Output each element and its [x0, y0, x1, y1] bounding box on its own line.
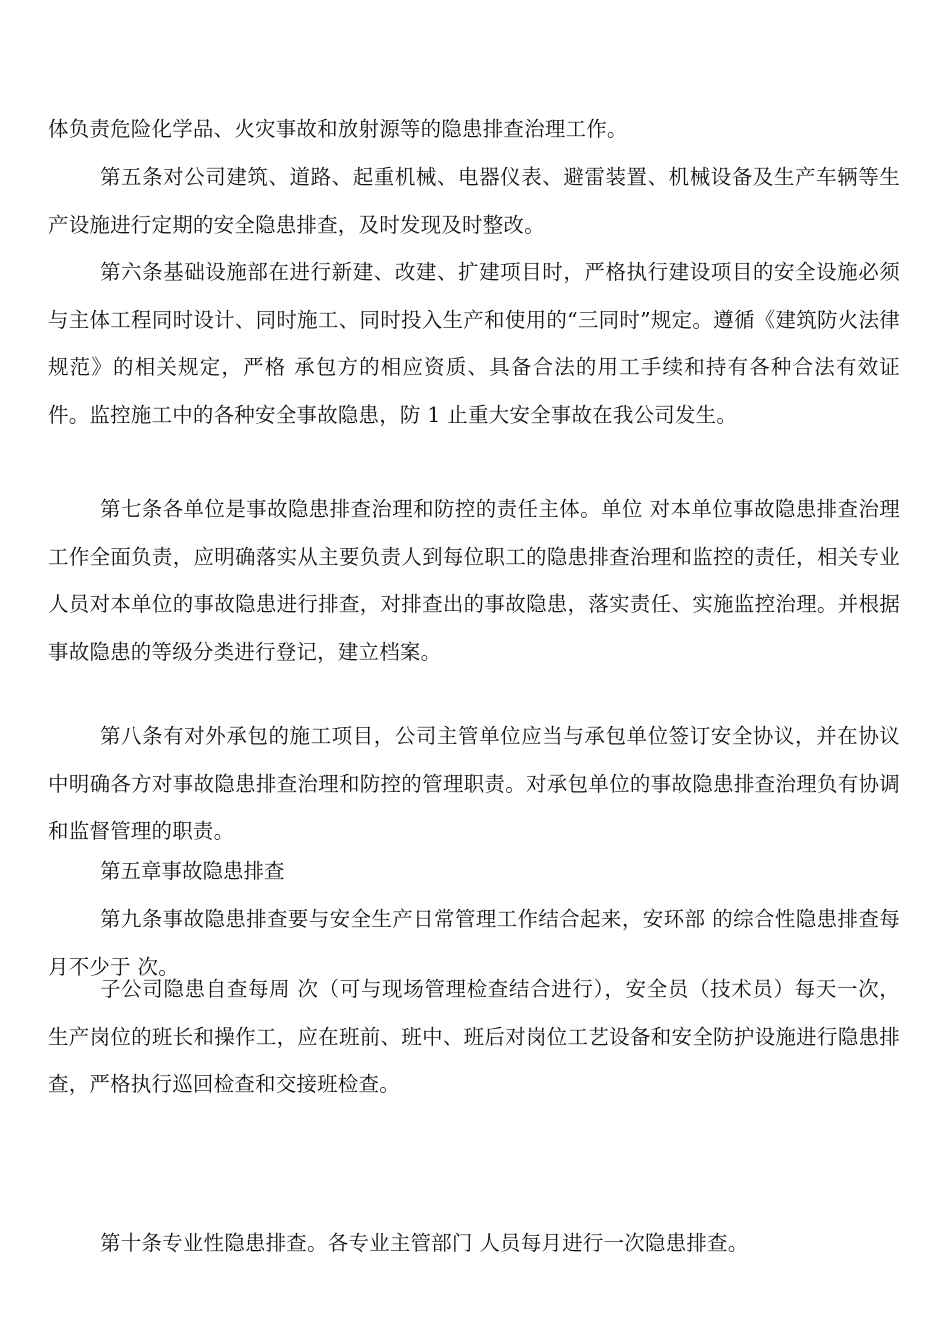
paragraph-article-8: 第八条有对外承包的施工项目，公司主管单位应当与承包单位签订安全协议，并在协议中明确各方对事故隐患排查治理和防控的管理职责。对承包单位的事故隐患排查治理负有协调和监督管理的职责。 [48, 724, 900, 843]
paragraph-subsidiary-check: 子公司隐患自查每周 次（可与现场管理检查结合进行），安全员（技术员）每天一次，生产岗位的班长和操作工，应在班前、班中、班后对岗位工艺设备和安全防护设施进行隐患排查，严格执行巡回检查和交接班检查。 [48, 977, 900, 1096]
paragraph-article-7: 第七条各单位是事故隐患排查治理和防控的责任主体。单位 对本单位事故隐患排查治理工作全面负责，应明确落实从主要负责人到每位职工的隐患排查治理和监控的责任，相关专业人员对本单位的事故隐患进行排查，对排查出的事故隐患，落实责任、实施监控治理。并根据事故隐患的等级分类进行登记，建立档案。 [48, 497, 900, 664]
paragraph-article-5: 第五条对公司建筑、道路、起重机械、电器仪表、避雷装置、机械设备及生产车辆等生产设施进行定期的安全隐患排查，及时发现及时整改。 [48, 165, 900, 237]
paragraph-article-10: 第十条专业性隐患排查。各专业主管部门 人员每月进行一次隐患排查。 [100, 1231, 749, 1255]
chapter-heading: 第五章事故隐患排查 [100, 859, 285, 883]
paragraph-1: 体负责危险化学品、火灾事故和放射源等的隐患排查治理工作。 [48, 117, 628, 141]
paragraph-article-9: 第九条事故隐患排查要与安全生产日常管理工作结合起来，安环部 的综合性隐患排查每月不少于 次。 [48, 907, 900, 979]
paragraph-article-6: 第六条基础设施部在进行新建、改建、扩建项目时，严格执行建设项目的安全设施必须与主体工程同时设计、同时施工、同时投入生产和使用的“三同时”规定。遵循《建筑防火法律规范》的相关规定，严格 承包方的相应资质、具备合法的用工手续和持有各种合法有效证件。监控施工中的各种安全事故隐患，防 1 止重大安全事故在我公司发生。 [48, 260, 900, 427]
